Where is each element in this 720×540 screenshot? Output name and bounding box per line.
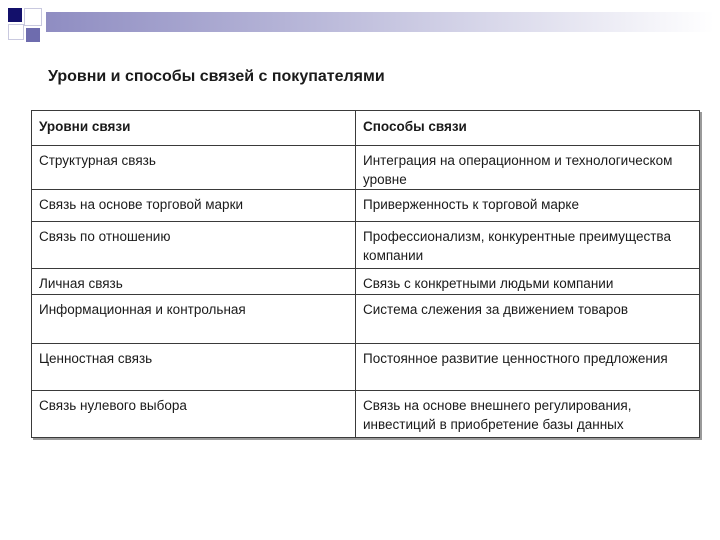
table-row xyxy=(32,344,700,391)
column-header-levels: Уровни связи xyxy=(32,111,356,146)
level-cell: Ценностная связь xyxy=(32,344,356,391)
decor-square-light xyxy=(24,8,42,26)
level-cell: Связь на основе торговой марки xyxy=(32,190,356,222)
table-row xyxy=(32,391,700,438)
decor-gradient-bar xyxy=(46,12,714,32)
level-cell: Информационная и контрольная xyxy=(32,295,356,344)
method-cell: Интеграция на операционном и технологическом уровне xyxy=(356,146,700,190)
table-row xyxy=(32,146,700,190)
method-cell: Система слежения за движением товаров xyxy=(356,295,700,344)
level-cell: Связь нулевого выбора xyxy=(32,391,356,438)
method-cell: Связь на основе внешнего регулирования, инвестиций в приобретение базы данных xyxy=(356,391,700,438)
page-title: Уровни и способы связей с покупателями xyxy=(48,68,385,85)
level-cell: Структурная связь xyxy=(32,146,356,190)
method-cell: Связь с конкретными людьми компании xyxy=(356,269,700,295)
decor-square-dark xyxy=(8,8,22,22)
level-cell: Личная связь xyxy=(32,269,356,295)
level-cell: Связь по отношению xyxy=(32,222,356,269)
table-row xyxy=(32,295,700,344)
table-row xyxy=(32,190,700,222)
table-header-row xyxy=(32,111,700,146)
column-header-methods: Способы связи xyxy=(356,111,700,146)
method-cell: Постоянное развитие ценностного предложения xyxy=(356,344,700,391)
table-row xyxy=(32,269,700,295)
method-cell: Приверженность к торговой марке xyxy=(356,190,700,222)
decor-square-mid xyxy=(26,28,40,42)
method-cell: Профессионализм, конкурентные преимущества компании xyxy=(356,222,700,269)
levels-methods-table xyxy=(31,110,700,438)
decor-square-light xyxy=(8,24,24,40)
table-row xyxy=(32,222,700,269)
